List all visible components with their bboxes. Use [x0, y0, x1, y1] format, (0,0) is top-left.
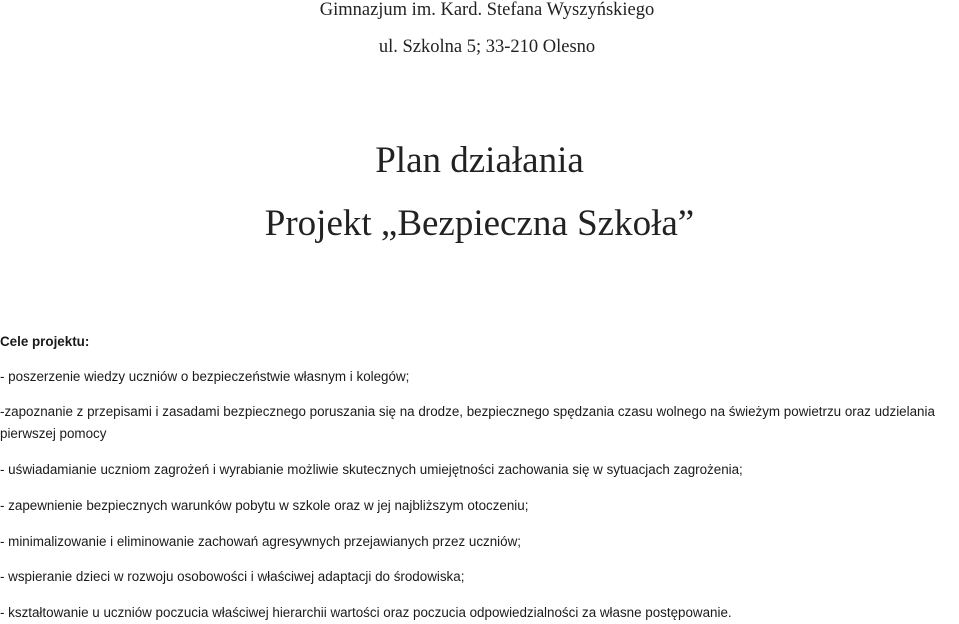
goal-text-continued: pierwszej pomocy [0, 426, 107, 441]
goal-item [0, 495, 959, 517]
goal-text: - poszerzenie wiedzy uczniów o bezpieczeństwie własnym i kolegów; [0, 369, 410, 384]
goals-heading: Cele projektu: [0, 334, 90, 349]
goal-text: - minimalizowanie i eliminowanie zachowań agresywnych przejawianych przez uczniów; [0, 534, 521, 549]
goal-item [0, 401, 959, 445]
goal-text: - wspieranie dzieci w rozwoju osobowości i właściwej adaptacji do środowiska; [0, 569, 465, 584]
goal-item [0, 602, 959, 624]
goal-text: - uświadamianie uczniom zagrożeń i wyrabianie możliwie skutecznych umiejętności zachowania się w sytuacjach zagrożenia; [0, 462, 743, 477]
school-name: Gimnazjum im. Kard. Stefana Wyszyńskiego [319, 0, 655, 20]
goal-text: - kształtowanie u uczniów poczucia właściwej hierarchii wartości oraz poczucia odpowiedzialności za własne postępowanie. [0, 605, 732, 620]
goal-item [0, 459, 959, 481]
goal-item [0, 566, 959, 588]
goal-item [0, 531, 959, 553]
school-address: ul. Szkolna 5; 33-210 Olesno [378, 37, 596, 57]
project-title: Projekt „Bezpieczna Szkoła” [264, 203, 695, 244]
goal-text: -zapoznanie z przepisami i zasadami bezpiecznego poruszania się na drodze, bezpiecznego spędzania czasu wolnego na świeżym powietrzu oraz udzielania [0, 404, 935, 419]
goal-text: - zapewnienie bezpiecznych warunków pobytu w szkole oraz w jej najbliższym otoczeniu; [0, 498, 529, 513]
goal-item [0, 366, 959, 388]
plan-title: Plan działania [375, 140, 584, 181]
